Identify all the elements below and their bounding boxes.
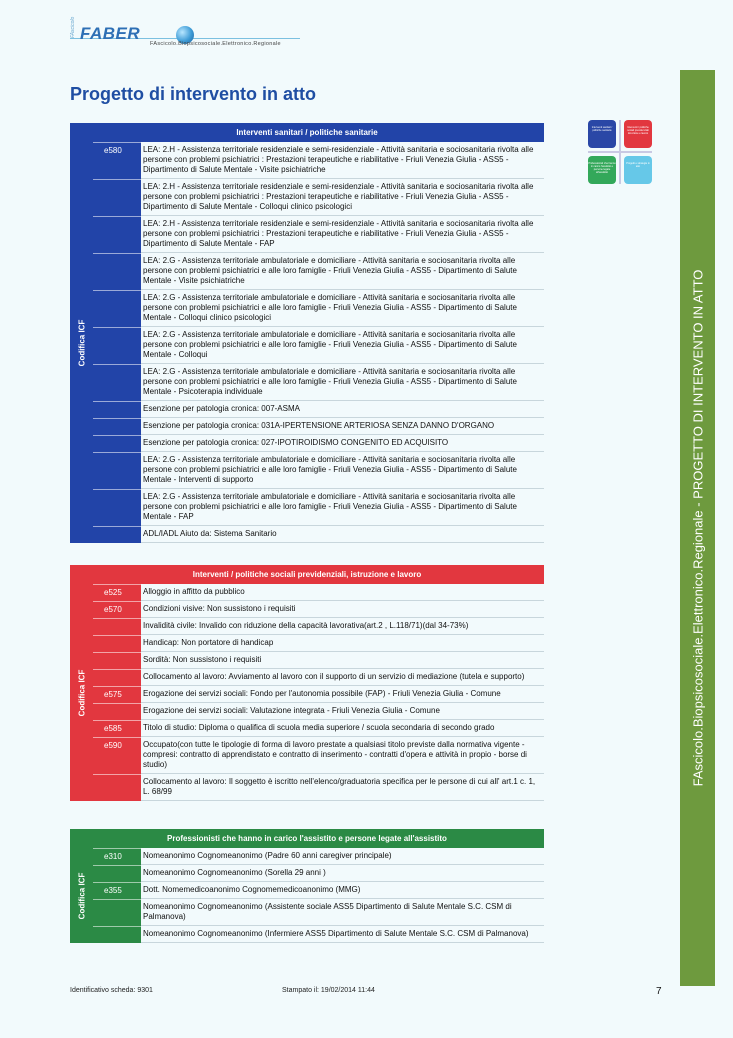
- print-date: Stampato il: 19/02/2014 11:44: [282, 987, 375, 994]
- icf-code: [93, 926, 141, 943]
- table-row: [93, 899, 544, 926]
- section-rows: [93, 848, 544, 943]
- section-health-interventions: [70, 123, 544, 543]
- row-description: LEA: 2.H - Assistenza territoriale residenziale e semi-residenziale - Attività sanitaria e sociosanitaria rivolta alle persone con problemi psichiatrici : Prestazioni terapeutiche e riabilitative - Friuli Venezia Giulia - ASS5 - Dipartimento di Salute Mentale - Colloqui clinico psicologici: [141, 179, 544, 216]
- icf-code: [93, 435, 141, 452]
- row-description: Sordità: Non sussistono i requisiti: [141, 652, 544, 669]
- logo-subtitle: FAscicolo.Biopsicosociale.Elettronico.Regionale: [150, 41, 281, 47]
- table-row: [93, 526, 544, 543]
- table-row: [93, 142, 544, 179]
- table-row: [93, 179, 544, 216]
- row-description: Titolo di studio: Diploma o qualifica di scuola media superiore / scuola secondaria di secondo grado: [141, 720, 544, 737]
- icf-code: e580: [93, 142, 141, 179]
- row-description: LEA: 2.G - Assistenza territoriale ambulatoriale e domiciliare - Attività sanitaria e sociosanitaria rivolta alle persone con problemi psichiatrici e alle loro famiglie - Friuli Venezia Giulia - ASS5 - Dipartimento di Salute Mentale - Interventi di supporto: [141, 452, 544, 489]
- table-row: [93, 601, 544, 618]
- row-description: LEA: 2.G - Assistenza territoriale ambulatoriale e domiciliare - Attività sanitaria e sociosanitaria rivolta alle persone con problemi psichiatrici e alle loro famiglie - Friuli Venezia Giulia - ASS5 - Dipartimento di Salute Mentale - Colloqui: [141, 327, 544, 364]
- diagram-quadrant-projects: Progetti e strategie in atto: [624, 156, 652, 184]
- icf-label: Codifica ICF: [77, 872, 86, 919]
- table-row: [93, 703, 544, 720]
- row-description: ADL/IADL Aiuto da: Sistema Sanitario: [141, 526, 544, 543]
- row-description: Collocamento al lavoro: Avviamento al lavoro con il supporto di un servizio di mediazione (tutela e supporto): [141, 669, 544, 686]
- row-description: LEA: 2.G - Assistenza territoriale ambulatoriale e domiciliare - Attività sanitaria e sociosanitaria rivolta alle persone con problemi psichiatrici e alle loro famiglie - Friuli Venezia Giulia - ASS5 - Dipartimento di Salute Mentale - FAP: [141, 489, 544, 526]
- icf-code: e585: [93, 720, 141, 737]
- table-row: [93, 926, 544, 943]
- row-description: Erogazione dei servizi sociali: Valutazione integrata - Friuli Venezia Giulia - Comune: [141, 703, 544, 720]
- row-description: LEA: 2.H - Assistenza territoriale residenziale e semi-residenziale - Attività sanitaria e sociosanitaria rivolta alle persone con problemi psichiatrici : Prestazioni terapeutiche e riabilitative - Friuli Venezia Giulia - ASS5 - Dipartimento di Salute Mentale - FAP: [141, 216, 544, 253]
- table-row: [93, 452, 544, 489]
- row-description: Erogazione dei servizi sociali: Fondo per l'autonomia possibile (FAP) - Friuli Venezia Giulia - Comune: [141, 686, 544, 703]
- table-row: [93, 216, 544, 253]
- icf-code: e570: [93, 601, 141, 618]
- icf-code: [93, 865, 141, 882]
- table-row: [93, 435, 544, 452]
- table-row: [93, 686, 544, 703]
- section-header: Interventi sanitari / politiche sanitarie: [70, 123, 544, 142]
- page-title: Progetto di intervento in atto: [70, 84, 316, 104]
- table-row: [93, 882, 544, 899]
- icf-label-column: [70, 584, 93, 801]
- icf-code: [93, 452, 141, 489]
- row-description: LEA: 2.G - Assistenza territoriale ambulatoriale e domiciliare - Attività sanitaria e sociosanitaria rivolta alle persone con problemi psichiatrici e alle loro famiglie - Friuli Venezia Giulia - ASS5 - Dipartimento di Salute Mentale - Colloqui clinico psicologici: [141, 290, 544, 327]
- row-description: LEA: 2.G - Assistenza territoriale ambulatoriale e domiciliare - Attività sanitaria e sociosanitaria rivolta alle persone con problemi psichiatrici e alle loro famiglie - Friuli Venezia Giulia - ASS5 - Dipartimento di Salute Mentale - Visite psichiatriche: [141, 253, 544, 290]
- table-row: [93, 652, 544, 669]
- table-row: [93, 774, 544, 801]
- row-description: Nomeanonimo Cognomeanonimo (Infermiere ASS5 Dipartimento di Salute Mentale S.C. CSM di Palmanova): [141, 926, 544, 943]
- section-map-diagram: [586, 118, 654, 186]
- icf-code: [93, 618, 141, 635]
- row-description: Invalidità civile: Invalido con riduzione della capacità lavorativa(art.2 , L.118/71)(dal 34-73%): [141, 618, 544, 635]
- icf-code: [93, 290, 141, 327]
- table-row: [93, 489, 544, 526]
- icf-label-column: [70, 142, 93, 543]
- table-row: [93, 865, 544, 882]
- icf-code: [93, 635, 141, 652]
- row-description: LEA: 2.H - Assistenza territoriale residenziale e semi-residenziale - Attività sanitaria e sociosanitaria rivolta alle persone con problemi psichiatrici : Prestazioni terapeutiche e riabilitative - Friuli Venezia Giulia - ASS5 - Dipartimento di Salute Mentale - Visite psichiatriche: [141, 142, 544, 179]
- row-description: Esenzione per patologia cronica: 027-IPOTIROIDISMO CONGENITO ED ACQUISITO: [141, 435, 544, 452]
- faber-logo: [70, 16, 300, 54]
- icf-code: [93, 652, 141, 669]
- icf-code: [93, 526, 141, 543]
- row-description: Dott. Nomemedicoanonimo Cognomemedicoanonimo (MMG): [141, 882, 544, 899]
- icf-code: [93, 364, 141, 401]
- table-row: [93, 401, 544, 418]
- section-header: Professionisti che hanno in carico l'assistito e persone legate all'assistito: [70, 829, 544, 848]
- icf-code: [93, 489, 141, 526]
- table-row: [93, 848, 544, 865]
- row-description: Nomeanonimo Cognomeanonimo (Assistente sociale ASS5 Dipartimento di Salute Mentale S.C. CSM di Palmanova): [141, 899, 544, 926]
- row-description: Handicap: Non portatore di handicap: [141, 635, 544, 652]
- row-description: Nomeanonimo Cognomeanonimo (Sorella 29 anni ): [141, 865, 544, 882]
- table-row: [93, 635, 544, 652]
- table-row: [93, 584, 544, 601]
- diagram-quadrant-professionals: Professionisti che hanno in carico l'assistito e persone legate all'assistito: [588, 156, 616, 184]
- icf-code: [93, 899, 141, 926]
- row-description: Occupato(con tutte le tipologie di forma di lavoro prestate a qualsiasi titolo previste dalla normativa vigente - compresi: contratto di apprendistato e contratto di inserimento - contratti d'opera e attività in propio - borse di studio): [141, 737, 544, 774]
- icf-code: [93, 774, 141, 801]
- row-description: Nomeanonimo Cognomeanonimo (Padre 60 anni caregiver principale): [141, 848, 544, 865]
- diagram-quadrant-health: Interventi sanitari / politiche sanitarie: [588, 120, 616, 148]
- sidebar-title: FAscicolo.Biopsicosociale.Elettronico.Regionale - PROGETTO DI INTERVENTO IN ATTO: [690, 269, 705, 787]
- icf-code: [93, 253, 141, 290]
- icf-label-column: [70, 848, 93, 943]
- row-description: Esenzione per patologia cronica: 031A-IPERTENSIONE ARTERIOSA SENZA DANNO D'ORGANO: [141, 418, 544, 435]
- row-description: Condizioni visive: Non sussistono i requisiti: [141, 601, 544, 618]
- page-number: 7: [656, 986, 662, 997]
- logo-prefix: FAscicolo: [70, 16, 76, 38]
- table-row: [93, 669, 544, 686]
- diagram-quadrant-social: Interventi / politiche sociali previdenziali istruzione e lavoro: [624, 120, 652, 148]
- row-description: Esenzione per patologia cronica: 007-ASMA: [141, 401, 544, 418]
- diagram-axis-horizontal: [588, 151, 652, 153]
- icf-code: e525: [93, 584, 141, 601]
- icf-code: e575: [93, 686, 141, 703]
- table-row: [93, 737, 544, 774]
- table-row: [93, 418, 544, 435]
- icf-label: Codifica ICF: [77, 319, 86, 366]
- section-header: Interventi / politiche sociali previdenziali, istruzione e lavoro: [70, 565, 544, 584]
- table-row: [93, 327, 544, 364]
- row-description: Alloggio in affitto da pubblico: [141, 584, 544, 601]
- table-row: [93, 290, 544, 327]
- row-description: LEA: 2.G - Assistenza territoriale ambulatoriale e domiciliare - Attività sanitaria e sociosanitaria rivolta alle persone con problemi psichiatrici e alle loro famiglie - Friuli Venezia Giulia - ASS5 - Dipartimento di Salute Mentale - Psicoterapia individuale: [141, 364, 544, 401]
- icf-label: Codifica ICF: [77, 669, 86, 716]
- row-description: Collocamento al lavoro: Il soggetto è iscritto nell'elenco/graduatoria specifica per le persone di cui all' art.1 c. 1, L. 68/99: [141, 774, 544, 801]
- icf-code: [93, 327, 141, 364]
- icf-code: [93, 418, 141, 435]
- logo-name: FABER: [80, 24, 141, 43]
- icf-code: [93, 669, 141, 686]
- scheda-id: Identificativo scheda: 9301: [70, 987, 153, 994]
- icf-code: [93, 703, 141, 720]
- sidebar-banner: [680, 70, 715, 986]
- section-rows: [93, 142, 544, 543]
- icf-code: [93, 216, 141, 253]
- icf-code: [93, 401, 141, 418]
- table-row: [93, 618, 544, 635]
- table-row: [93, 720, 544, 737]
- icf-code: e590: [93, 737, 141, 774]
- table-row: [93, 364, 544, 401]
- table-row: [93, 253, 544, 290]
- section-rows: [93, 584, 544, 801]
- section-social-interventions: [70, 565, 544, 801]
- icf-code: [93, 179, 141, 216]
- icf-code: e355: [93, 882, 141, 899]
- section-professionals: [70, 829, 544, 943]
- icf-code: e310: [93, 848, 141, 865]
